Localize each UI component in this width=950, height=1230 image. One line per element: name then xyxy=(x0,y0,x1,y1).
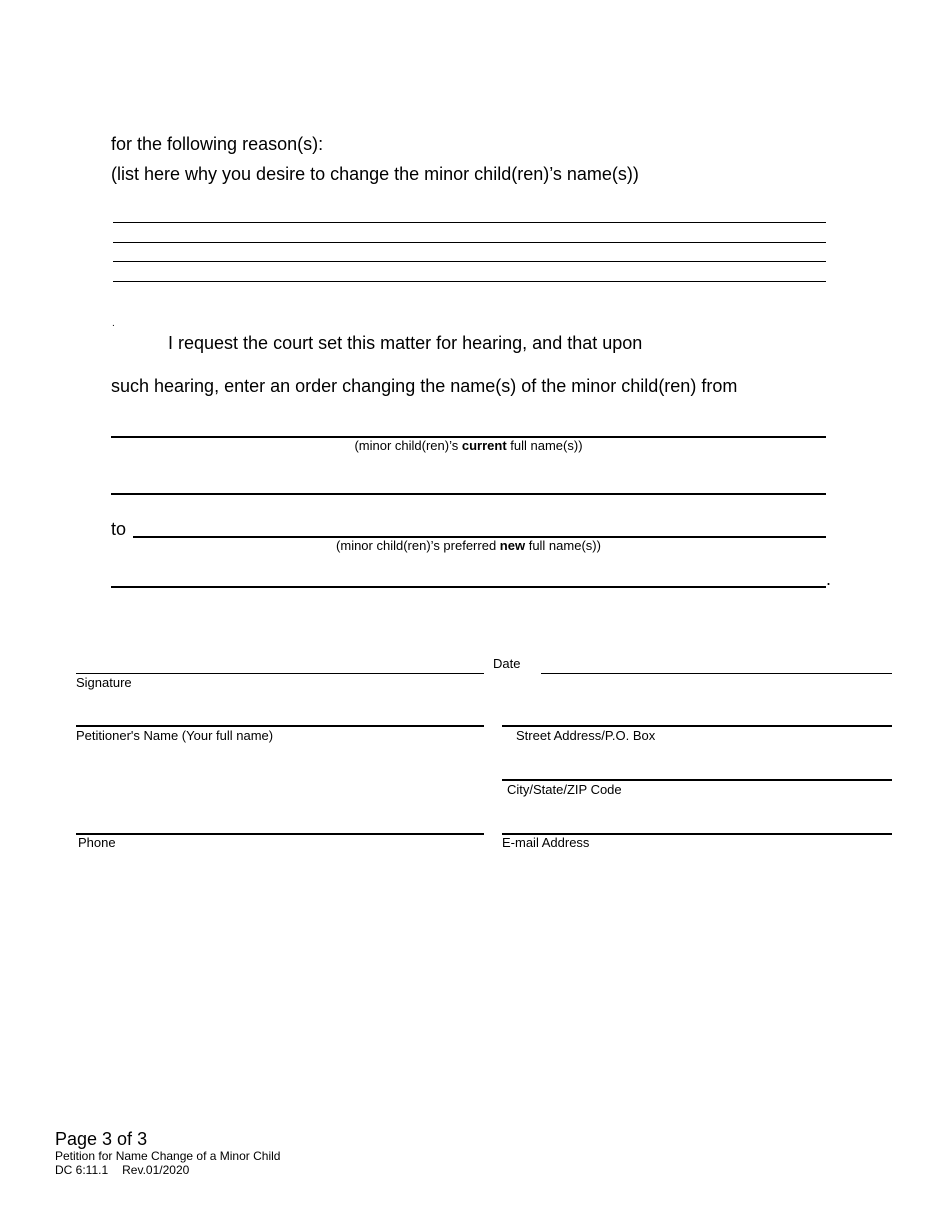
request-line-2: such hearing, enter an order changing the name(s) of the minor child(ren) from xyxy=(111,376,738,396)
form-id xyxy=(55,1163,189,1177)
signature-label: Signature xyxy=(76,675,132,690)
request-line-1: I request the court set this matter for hearing, and that upon xyxy=(168,333,643,353)
new-caption-suffix: full name(s)) xyxy=(525,538,601,553)
current-caption-suffix: full name(s)) xyxy=(506,438,583,453)
date-line[interactable] xyxy=(541,673,892,674)
current-caption-bold: current xyxy=(461,438,507,453)
reason-line-3[interactable] xyxy=(113,261,826,262)
end-period: . xyxy=(826,569,832,589)
reason-line-2[interactable] xyxy=(113,242,826,243)
city-line[interactable] xyxy=(502,779,892,781)
reason-line-4[interactable] xyxy=(113,281,826,282)
current-caption-prefix: (minor child(ren)’s xyxy=(354,438,462,453)
street-label: Street Address/P.O. Box xyxy=(516,728,656,743)
new-name-line-2[interactable] xyxy=(111,586,826,588)
form-number: DC 6:11.1 xyxy=(55,1163,109,1177)
page-number: Page 3 of 3 xyxy=(55,1129,148,1149)
reason-line-1[interactable] xyxy=(113,222,826,223)
new-caption-prefix: (minor child(ren)’s preferred xyxy=(336,538,500,553)
to-label: to xyxy=(111,519,127,539)
form-revision: Rev.01/2020 xyxy=(122,1163,190,1177)
dot-mark: . xyxy=(112,318,115,329)
date-label: Date xyxy=(493,656,521,671)
reasons-instruction: (list here why you desire to change the minor child(ren)’s name(s)) xyxy=(111,164,639,184)
email-label: E-mail Address xyxy=(502,835,590,850)
current-name-caption xyxy=(111,438,826,454)
new-caption-bold: new xyxy=(499,538,526,553)
form-title: Petition for Name Change of a Minor Child xyxy=(55,1149,281,1163)
new-name-caption xyxy=(111,538,826,554)
petitioner-name-line[interactable] xyxy=(76,725,484,727)
phone-label: Phone xyxy=(78,835,116,850)
phone-line[interactable] xyxy=(76,833,484,835)
reasons-intro: for the following reason(s): xyxy=(111,134,324,154)
petitioner-name-label: Petitioner's Name (Your full name) xyxy=(76,728,274,743)
street-line[interactable] xyxy=(502,725,892,727)
current-name-line-2[interactable] xyxy=(111,493,826,495)
signature-line[interactable] xyxy=(76,673,484,674)
city-label: City/State/ZIP Code xyxy=(507,782,622,797)
